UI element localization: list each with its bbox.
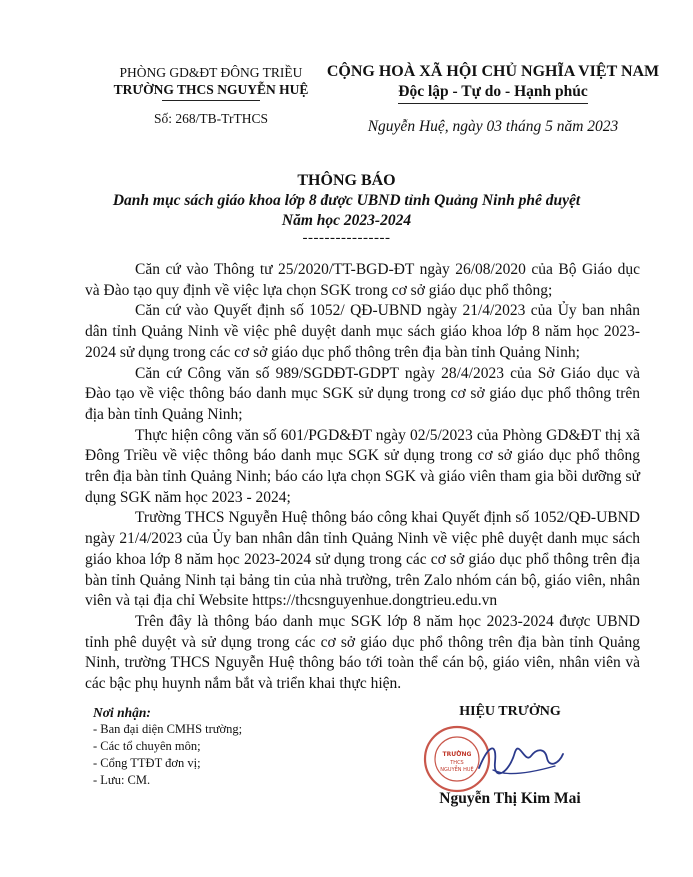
country-name: CỘNG HOÀ XÃ HỘI CHỦ NGHĨA VIỆT NAM bbox=[326, 63, 660, 80]
recipient-item: - Cổng TTĐT đơn vị; bbox=[93, 756, 201, 770]
svg-text:NGUYỄN HUỆ: NGUYỄN HUỆ bbox=[440, 767, 474, 773]
document-body bbox=[85, 260, 640, 695]
body-paragraph: Thực hiện công văn số 601/PGD&ĐT ngày 02/5/2023 của Phòng GD&ĐT thị xã Đông Triều về việc thông báo danh mục SGK sử dụng trong cơ sở giáo dục phổ thông trên địa bàn tỉnh Quảng Ninh; báo cáo lựa chọn SGK và giáo viên tham gia bồi dưỡng sử dụng SGK năm học 2023 - 2024; bbox=[85, 426, 640, 506]
signer-title: HIỆU TRƯỞNG bbox=[459, 704, 561, 719]
body-paragraph: Căn cứ Công văn số 989/SGDĐT-GDPT ngày 28/4/2023 của Sở Giáo dục và Đào tạo về việc thông báo danh mục SGK sử dụng trong cơ sở giáo dục phổ thông trên địa bàn tỉnh Quảng Ninh; bbox=[85, 364, 640, 423]
recipient-item: - Ban đại diện CMHS trường; bbox=[93, 722, 243, 736]
recipient-item: - Lưu: CM. bbox=[93, 773, 151, 787]
issuing-organization bbox=[100, 64, 322, 101]
title-separator: ---------------- bbox=[302, 230, 391, 246]
body-paragraph: Trường THCS Nguyễn Huệ thông báo công khai Quyết định số 1052/QĐ-UBND ngày 21/4/2023 của Ủy ban nhân dân tỉnh Quảng Ninh về việc phê duyệt danh mục sách giáo khoa lớp 8 năm học 2023-2024 sử dụng trong các cơ sở giáo dục phổ thông trên địa bàn tỉnh Quảng Ninh tại bảng tin của nhà trường, trên Zalo nhóm cán bộ, giáo viên, nhân viên và tại địa chỉ Website https://thcsnguyenhue.dongtrieu.edu.vn bbox=[85, 509, 640, 610]
title-heading: THÔNG BÁO bbox=[297, 172, 396, 189]
body-paragraph: Căn cứ vào Quyết định số 1052/ QĐ-UBND ngày 21/4/2023 của Ủy ban nhân dân tỉnh Quảng Ninh về việc phê duyệt danh mục sách giáo khoa lớp 8 năm học 2023-2024 sử dụng trong các cơ sở giáo dục phổ thông trên địa bàn tỉnh Quảng Ninh; bbox=[85, 302, 640, 361]
document-title bbox=[70, 171, 623, 245]
national-motto: Độc lập - Tự do - Hạnh phúc bbox=[398, 82, 587, 104]
body-paragraph: Căn cứ vào Thông tư 25/2020/TT-BGD-ĐT ngày 26/08/2020 của Bộ Giáo dục và Đào tạo quy định về việc lựa chọn SGK trong cơ sở giáo dục phổ thông; bbox=[85, 261, 640, 299]
recipient-item: - Các tổ chuyên môn; bbox=[93, 739, 201, 753]
national-header bbox=[325, 62, 661, 104]
signer-name: Nguyễn Thị Kim Mai bbox=[439, 790, 581, 807]
handwritten-signature-icon bbox=[475, 734, 565, 784]
svg-text:TRƯỜNG: TRƯỜNG bbox=[442, 751, 472, 758]
recipients-block bbox=[93, 704, 343, 789]
body-paragraph: Trên đây là thông báo danh mục SGK lớp 8 năm học 2023-2024 được UBND tỉnh phê duyệt và sử dụng trong các cơ sở giáo dục phổ thông trên địa bàn tỉnh Quảng Ninh, trường THCS Nguyễn Huệ thông báo tới toàn thể cán bộ, giáo viên, nhân viên và các bậc phụ huynh nắm bắt và triển khai thực hiện. bbox=[85, 612, 640, 693]
document-number: Số: 268/TB-TrTHCS bbox=[154, 111, 268, 126]
parent-organization: PHÒNG GD&ĐT ĐÔNG TRIỀU bbox=[119, 65, 303, 80]
recipients-label: Nơi nhận: bbox=[93, 705, 151, 720]
date-line: Nguyễn Huệ, ngày 03 tháng 5 năm 2023 bbox=[367, 118, 619, 135]
school-name: TRƯỜNG THCS NGUYỄN HUỆ bbox=[113, 82, 309, 97]
school-name-underline bbox=[162, 100, 260, 101]
svg-text:THCS: THCS bbox=[450, 760, 464, 766]
title-school-year: Năm học 2023-2024 bbox=[281, 212, 412, 229]
title-subtitle: Danh mục sách giáo khoa lớp 8 được UBND tỉnh Quảng Ninh phê duyệt bbox=[112, 192, 581, 209]
